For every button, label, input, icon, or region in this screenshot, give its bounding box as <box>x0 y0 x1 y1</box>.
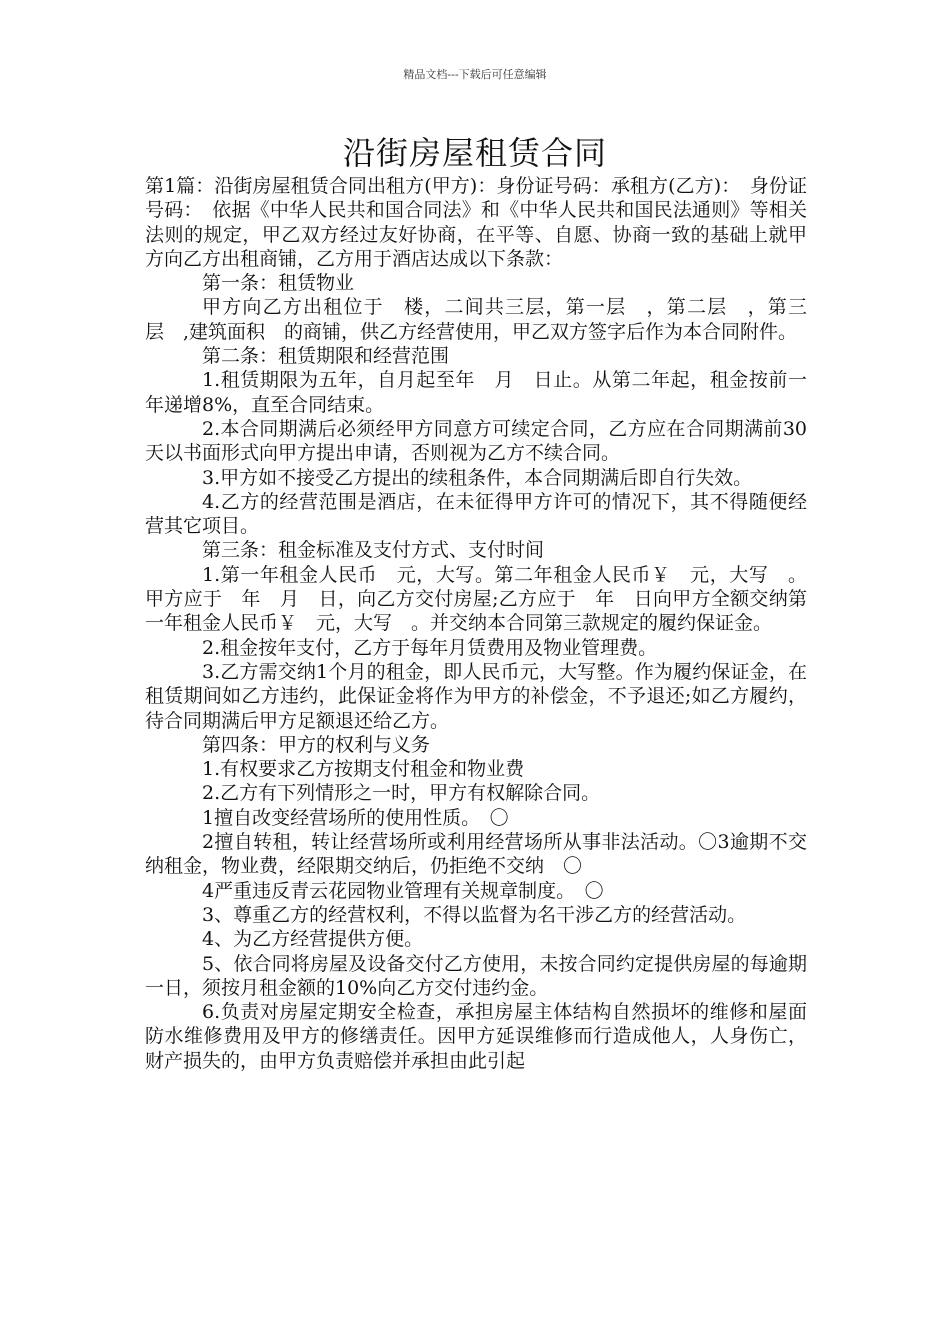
paragraph: 1.第一年租金人民币 元，大写。第二年租金人民币￥ 元，大写 。甲方应于 年 月 日，向乙方交付房屋;乙方应于 年 日向甲方全额交纳第一年租金人民币￥ 元，大写 。并交纳本合同第三款规定的履约保证金。 <box>145 563 807 635</box>
paragraph: 3.乙方需交纳1个月的租金，即人民币元，大写整。作为履约保证金，在租赁期间如乙方违约，此保证金将作为甲方的补偿金，不予退还;如乙方履约，待合同期满后甲方足额退还给乙方。 <box>145 660 807 732</box>
paragraph: 2.乙方有下列情形之一时，甲方有权解除合同。 <box>202 782 601 805</box>
paragraph: 第一条：租赁物业 <box>202 272 355 295</box>
document-body <box>145 174 807 1073</box>
paragraph: 4、为乙方经营提供方便。 <box>202 928 424 951</box>
paragraph: 2擅自转租，转让经营场所或利用经营场所从事非法活动。〇3逾期不交纳租金，物业费，经限期交纳后，仍拒绝不交纳 〇 <box>145 831 807 878</box>
paragraph: 1擅自改变经营场所的使用性质。 〇 <box>202 806 509 829</box>
paragraph: 2.本合同期满后必须经甲方同意方可续定合同，乙方应在合同期满前30天以书面形式向甲方提出申请，否则视为乙方不续合同。 <box>145 417 807 465</box>
paragraph: 3.甲方如不接受乙方提出的续租条件，本合同期满后即自行失效。 <box>202 466 753 489</box>
paragraph: 第三条：租金标准及支付方式、支付时间 <box>202 539 545 562</box>
header-note: 精品文档---下载后可任意编辑 <box>403 68 547 81</box>
paragraph: 4严重违反青云花园物业管理有关规章制度。 〇 <box>202 879 604 902</box>
paragraph: 2.租金按年支付，乙方于每年月赁费用及物业管理费。 <box>202 636 658 659</box>
paragraph: 6.负责对房屋定期安全检查，承担房屋主体结构自然损坏的维修和屋面防水维修费用及甲方的修缮责任。因甲方延误维修而行造成他人，人身伤亡，财产损失的，由甲方负责赔偿并承担由此引起 <box>145 1001 807 1072</box>
paragraph: 甲方向乙方出租位于 楼，二间共三层，第一层 ，第二层 ，第三层 ,建筑面积 的商铺，供乙方经营使用，甲乙双方签字后作为本合同附件。 <box>145 296 807 343</box>
paragraph: 第二条：租赁期限和经营范围 <box>202 345 450 368</box>
paragraph: 4.乙方的经营范围是酒店，在未征得甲方许可的情况下，其不得随便经营其它项目。 <box>145 490 807 538</box>
paragraph: 第1篇：沿街房屋租赁合同出租方(甲方)：身份证号码：承租方(乙方)： 身份证号码： 依据《中华人民共和国合同法》和《中华人民共和国民法通则》等相关法则的规定，甲乙双方经过友好协商，在平等、自愿、协商一致的基础上就甲方向乙方出租商铺，乙方用于酒店达成以下条款： <box>145 175 807 270</box>
paragraph: 1.有权要求乙方按期支付租金和物业费 <box>202 758 525 781</box>
paragraph: 3、尊重乙方的经营权利，不得以监督为名干涉乙方的经营活动。 <box>202 903 747 926</box>
paragraph: 第四条：甲方的权利与义务 <box>202 733 431 756</box>
paragraph: 1.租赁期限为五年，自月起至年 月 日止。从第二年起，租金按前一年递增8%，直至合同结束。 <box>145 369 807 416</box>
paragraph: 5、依合同将房屋及设备交付乙方使用，未按合同约定提供房屋的每逾期一日，须按月租金额的10%向乙方交付违约金。 <box>145 952 807 999</box>
page-title: 沿街房屋租赁合同 <box>342 134 607 172</box>
